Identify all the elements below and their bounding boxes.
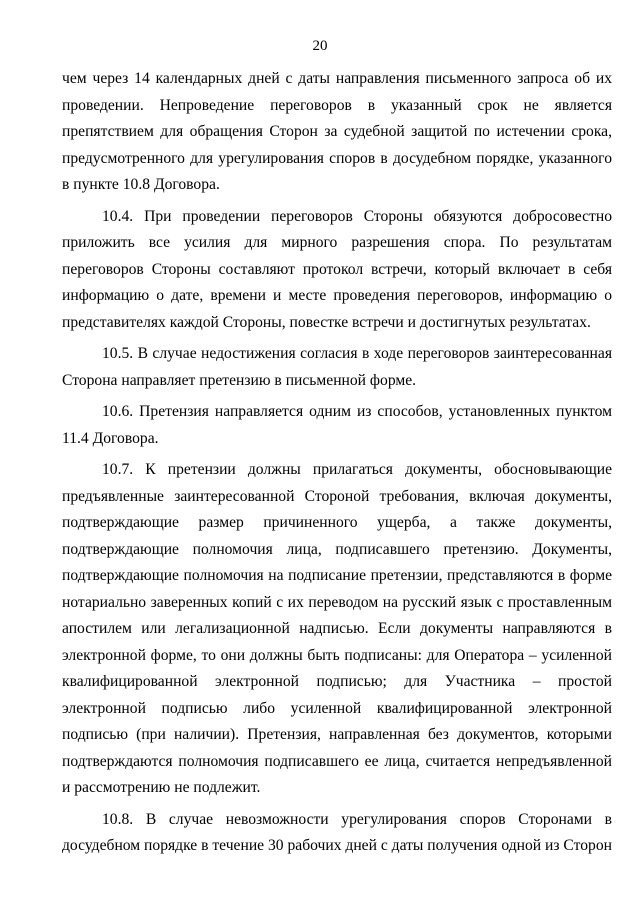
paragraph-10-4: 10.4. При проведении переговоров Стороны обязуются добросовестно приложить все усилия для мирного разрешения спора. По результатам переговоров Стороны составляют протокол встречи, который включает в себя информацию о дате, времени и месте проведения переговоров, информацию о представителях каждой Стороны, повестке встречи и достигнутых результатах. [62,207,612,331]
paragraph-10-6: 10.6. Претензия направляется одним из способов, установленных пунктом 11.4 Договора. [62,403,612,447]
paragraph-10-7: 10.7. К претензии должны прилагаться документы, обосновывающие предъявленные заинтересованной Стороной требования, включая документы, подтверждающие размер причиненного ущерба, а также документы, подтверждающие полномочия лица, подписавшего претензию. Документы, подтверждающие полномочия на подписание претензии, представляются в форме нотариально заверенных копий с их переводом на русский язык с проставленным апостилем или легализационной надписью. Если документы направляются в электронной форме, то они должны быть подписаны: для Оператора – усиленной квалифицированной электронной подписью; для Участника – простой электронной подписью либо усиленной квалифицированной электронной подписью (при наличии). Претензия, направленная без документов, которыми подтверждаются полномочия подписавшего ее лица, считается непредъявленной и рассмотрению не подлежит. [62,461,612,796]
page-number: 20 [312,38,328,54]
paragraph-10-5: 10.5. В случае недостижения согласия в ходе переговоров заинтересованная Сторона направляет претензию в письменной форме. [62,345,612,389]
paragraph-10-8: 10.8. В случае невозможности урегулирования споров Сторонами в досудебном порядке в течение 30 рабочих дней с даты получения одной из Сторон [62,810,612,854]
document-body [62,66,612,865]
paragraph-continuation: чем через 14 календарных дней с даты направления письменного запроса об их проведении. Непроведение переговоров в указанный срок не является препятствием для обращения Сторон за судебной защитой по истечении срока, предусмотренного для урегулирования споров в досудебном порядке, указанного в пункте 10.8 Договора. [62,70,612,193]
